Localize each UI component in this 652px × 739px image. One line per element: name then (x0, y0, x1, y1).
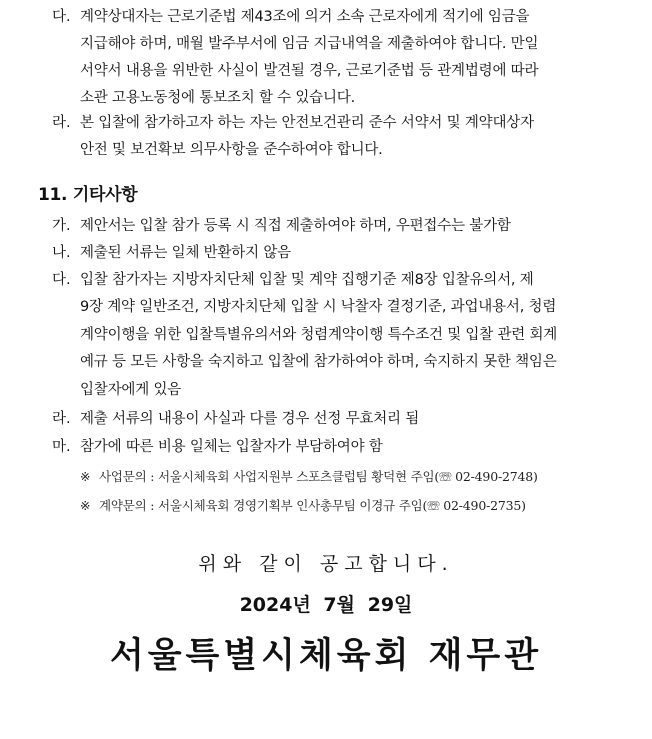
item-marker: 마. (52, 439, 71, 455)
paragraph-line: 입찰자에게 있음 (80, 382, 182, 398)
contact-note: 계약문의 : 서울시체육회 경영기획부 인사총무팀 이경규 주임(☏ 02-490-2735) (99, 498, 526, 513)
section-heading: 11. 기타사항 (38, 185, 138, 205)
paragraph-line: 참가에 따른 비용 일체는 입찰자가 부담하여야 함 (80, 439, 383, 455)
item-marker: 라. (52, 411, 71, 427)
paragraph-line: 9장 계약 일반조건, 지방자치단체 입찰 시 낙찰자 결정기준, 과업내용서, 청렴 (80, 299, 557, 315)
paragraph-line: 지급해야 하며, 매월 발주부서에 임금 지급내역을 제출하여야 합니다. 만일 (80, 36, 539, 52)
paragraph-line: 서약서 내용을 위반한 사실이 발견될 경우, 근로기준법 등 관계법령에 따라 (80, 63, 539, 79)
paragraph-line: 안전 및 보건확보 의무사항을 준수하여야 합니다. (80, 142, 383, 158)
paragraph-line: 계약이행을 위한 입찰특별유의서와 청렴계약이행 특수조건 및 입찰 관련 회계 (80, 327, 558, 343)
announcement-text: 위와 같이 공고합니다. (198, 553, 454, 575)
item-marker: 다. (52, 272, 71, 288)
item-marker: 나. (52, 245, 71, 261)
paragraph-line: 본 입찰에 참가하고자 하는 자는 안전보건관리 준수 서약서 및 계약대상자 (80, 115, 534, 131)
issuing-organization: 서울특별시체육회 재무관 (109, 636, 543, 676)
item-marker: 라. (52, 115, 71, 131)
note-symbol: ※ (80, 498, 91, 513)
note-symbol: ※ (80, 469, 91, 484)
paragraph-line: 제안서는 입찰 참가 등록 시 직접 제출하여야 하며, 우편접수는 불가함 (80, 218, 511, 234)
paragraph-line: 계약상대자는 근로기준법 제43조에 의거 소속 근로자에게 적기에 임금을 (80, 9, 530, 25)
item-marker: 다. (52, 9, 71, 25)
announcement-date: 2024년 7월 29일 (239, 594, 413, 616)
paragraph-line: 예규 등 모든 사항을 숙지하고 입찰에 참가하여야 하며, 숙지하지 못한 책임은 (80, 354, 557, 370)
paragraph-line: 입찰 참가자는 지방자치단체 입찰 및 계약 집행기준 제8장 입찰유의서, 제 (80, 272, 534, 288)
item-marker: 가. (52, 218, 71, 234)
contact-note: 사업문의 : 서울시체육회 사업지원부 스포츠클럽팀 황덕현 주임(☏ 02-490-2748) (99, 469, 538, 484)
paragraph-line: 제출된 서류는 일체 반환하지 않음 (80, 245, 291, 261)
paragraph-line: 제출 서류의 내용이 사실과 다를 경우 선정 무효처리 됨 (80, 411, 420, 427)
paragraph-line: 소관 고용노동청에 통보조치 할 수 있습니다. (80, 90, 355, 106)
